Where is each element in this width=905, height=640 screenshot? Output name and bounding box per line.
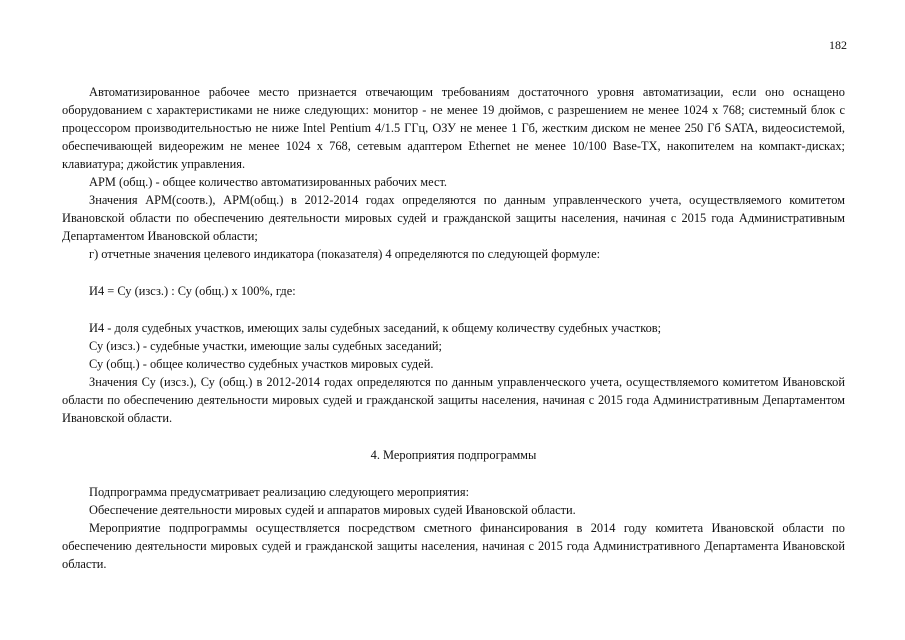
paragraph-su-values: Значения Су (изсз.), Су (общ.) в 2012-2014 годах определяются по данным управленческого учета, осуществляемого комитетом Ивановской области по обеспечению деятельности мировых судей и гражданской защиты населения, начиная с 2015 года Административным Департаментом Ивановской области. [62,375,845,425]
paragraph-su-obsh: Су (общ.) - общее количество судебных участков мировых судей. [89,357,434,371]
page-number: 182 [829,38,847,52]
paragraph-arm-values: Значения АРМ(соотв.), АРМ(общ.) в 2012-2014 годах определяются по данным управленческого учета, осуществляемого комитетом Ивановской области по обеспечению деятельности мировых судей и гражданской защиты населения, начиная с 2015 года Административным Департаментом Ивановской области; [62,193,845,243]
spacer [62,464,845,483]
paragraph-su-izsz: Су (изсз.) - судебные участки, имеющие залы судебных заседаний; [89,339,442,353]
paragraph-subprogram-financing: Мероприятие подпрограммы осуществляется посредством сметного финансирования в 2014 году комитета Ивановской области по обеспечению деятельности мировых судей и гражданской защиты населения, начиная с 2015 года Административного Департамента Ивановской области. [62,521,845,571]
paragraph-arm-requirements: Автоматизированное рабочее место признается отвечающим требованиям достаточного уровня автоматизации, если оно оснащено оборудованием с характеристиками не ниже следующих: монитор - не менее 19 дюймов, с разрешением не менее 1024 x 768; системный блок с процессором производительностью не ниже Intel Pentium 4/1.5 ГГц, ОЗУ не менее 1 Гб, жестким диском не менее 250 Гб SATA, видеосистемой, обеспечивающей видеорежим не менее 1024 x 768, сетевым адаптером Ethernet не менее 10/100 Base-TX, накопителем на компакт-дисках; клавиатура; джойстик управления. [62,85,845,171]
spacer [62,263,845,282]
paragraph-indicator-4: г) отчетные значения целевого индикатора (показателя) 4 определяются по следующей формуле: [89,247,601,261]
spacer [62,427,845,446]
spacer [62,300,845,319]
formula-i4: И4 = Су (изсз.) : Су (общ.) x 100%, где: [89,284,296,298]
paragraph-subprogram-activity: Обеспечение деятельности мировых судей и аппаратов мировых судей Ивановской области. [89,503,576,517]
document-body [62,83,845,573]
paragraph-subprogram-intro: Подпрограмма предусматривает реализацию следующего мероприятия: [89,485,470,499]
paragraph-arm-total: АРМ (общ.) - общее количество автоматизированных рабочих мест. [89,175,448,189]
paragraph-i4-definition: И4 - доля судебных участков, имеющих залы судебных заседаний, к общему количеству судебных участков; [89,321,662,335]
section-heading: 4. Мероприятия подпрограммы [370,448,537,462]
